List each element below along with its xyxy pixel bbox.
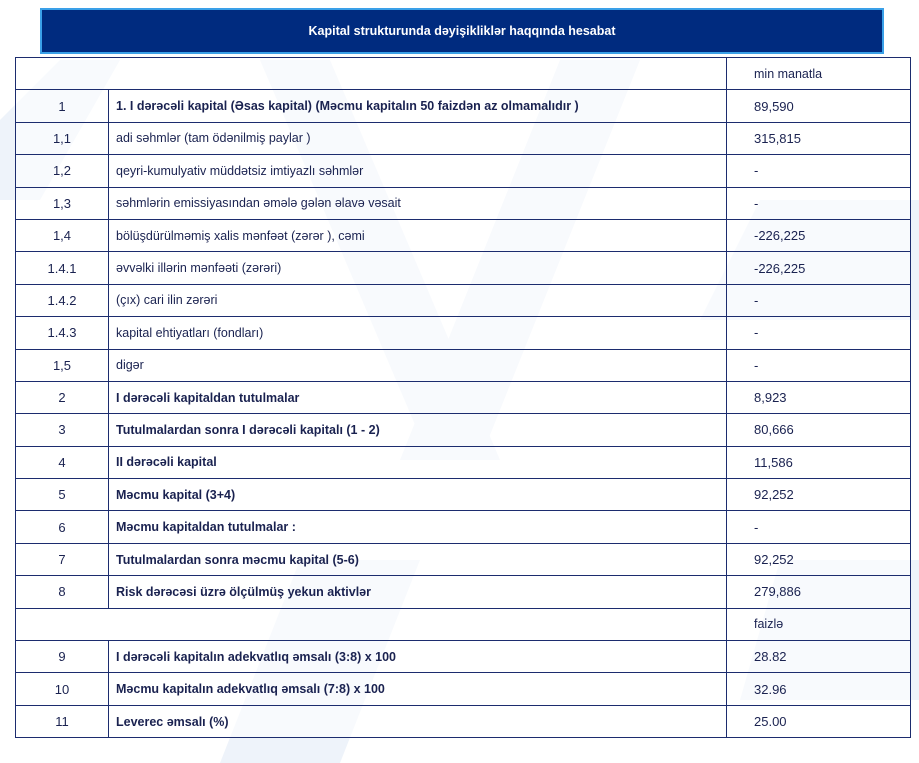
table-row [16, 381, 911, 413]
row-value: 28.82 [727, 641, 911, 673]
unit-label: min manatla [727, 58, 911, 90]
row-description: Tutulmalardan sonra məcmu kapital (5-6) [109, 543, 727, 575]
capital-structure-table [15, 57, 911, 738]
table-row [16, 187, 911, 219]
unit-row [16, 58, 911, 90]
table-row [16, 349, 911, 381]
row-number: 1,1 [16, 122, 109, 154]
row-description: (çıx) cari ilin zərəri [109, 284, 727, 316]
row-number: 8 [16, 576, 109, 608]
report-title-banner: Kapital strukturunda dəyişikliklər haqqında hesabat [40, 8, 884, 54]
row-description: Məcmu kapitalın adekvatlıq əmsalı (7:8) x 100 [109, 673, 727, 705]
table-row [16, 641, 911, 673]
table-row [16, 155, 911, 187]
row-number: 9 [16, 641, 109, 673]
table-row [16, 576, 911, 608]
unit-row-blank [16, 58, 727, 90]
row-description: II dərəcəli kapital [109, 446, 727, 478]
row-value: - [727, 349, 911, 381]
table-row [16, 90, 911, 122]
table-row [16, 705, 911, 737]
row-value: 25.00 [727, 705, 911, 737]
table-row [16, 543, 911, 575]
unit-label: faizlə [727, 608, 911, 640]
row-number: 6 [16, 511, 109, 543]
row-description: I dərəcəli kapitaldan tutulmalar [109, 381, 727, 413]
row-value: - [727, 284, 911, 316]
row-value: 89,590 [727, 90, 911, 122]
table-row [16, 284, 911, 316]
row-value: -226,225 [727, 219, 911, 251]
table-row [16, 219, 911, 251]
row-value: 80,666 [727, 414, 911, 446]
row-number: 10 [16, 673, 109, 705]
table-row [16, 479, 911, 511]
row-description: adi səhmlər (tam ödənilmiş paylar ) [109, 122, 727, 154]
row-number: 2 [16, 381, 109, 413]
row-number: 1,4 [16, 219, 109, 251]
row-number: 4 [16, 446, 109, 478]
row-description: digər [109, 349, 727, 381]
table-row [16, 673, 911, 705]
row-value: 279,886 [727, 576, 911, 608]
table-row [16, 252, 911, 284]
row-value: 8,923 [727, 381, 911, 413]
row-value: -226,225 [727, 252, 911, 284]
row-description: Tutulmalardan sonra I dərəcəli kapitalı (1 - 2) [109, 414, 727, 446]
row-number: 5 [16, 479, 109, 511]
row-number: 7 [16, 543, 109, 575]
row-description: 1. I dərəcəli kapital (Əsas kapital) (Məcmu kapitalın 50 faizdən az olmamalıdır ) [109, 90, 727, 122]
row-description: bölüşdürülməmiş xalis mənfəət (zərər ), cəmi [109, 219, 727, 251]
row-number: 1,3 [16, 187, 109, 219]
row-value: - [727, 511, 911, 543]
row-description: səhmlərin emissiyasından əmələ gələn əlavə vəsait [109, 187, 727, 219]
row-value: - [727, 317, 911, 349]
unit-row-blank [16, 608, 727, 640]
row-value: 32.96 [727, 673, 911, 705]
table-row [16, 122, 911, 154]
table-row [16, 511, 911, 543]
table-row [16, 446, 911, 478]
table-row [16, 317, 911, 349]
row-number: 1.4.3 [16, 317, 109, 349]
row-number: 11 [16, 705, 109, 737]
row-value: - [727, 187, 911, 219]
row-description: kapital ehtiyatları (fondları) [109, 317, 727, 349]
row-value: 11,586 [727, 446, 911, 478]
unit-row [16, 608, 911, 640]
row-description: əvvəlki illərin mənfəəti (zərəri) [109, 252, 727, 284]
row-value: 92,252 [727, 543, 911, 575]
row-value: 92,252 [727, 479, 911, 511]
row-description: Məcmu kapital (3+4) [109, 479, 727, 511]
row-value: 315,815 [727, 122, 911, 154]
row-description: Leverec əmsalı (%) [109, 705, 727, 737]
row-number: 3 [16, 414, 109, 446]
table-row [16, 414, 911, 446]
row-number: 1 [16, 90, 109, 122]
row-description: qeyri-kumulyativ müddətsiz imtiyazlı səhmlər [109, 155, 727, 187]
row-number: 1,2 [16, 155, 109, 187]
row-number: 1.4.2 [16, 284, 109, 316]
row-value: - [727, 155, 911, 187]
row-number: 1.4.1 [16, 252, 109, 284]
row-description: I dərəcəli kapitalın adekvatlıq əmsalı (3:8) x 100 [109, 641, 727, 673]
row-description: Məcmu kapitaldan tutulmalar : [109, 511, 727, 543]
row-number: 1,5 [16, 349, 109, 381]
row-description: Risk dərəcəsi üzrə ölçülmüş yekun aktivlər [109, 576, 727, 608]
